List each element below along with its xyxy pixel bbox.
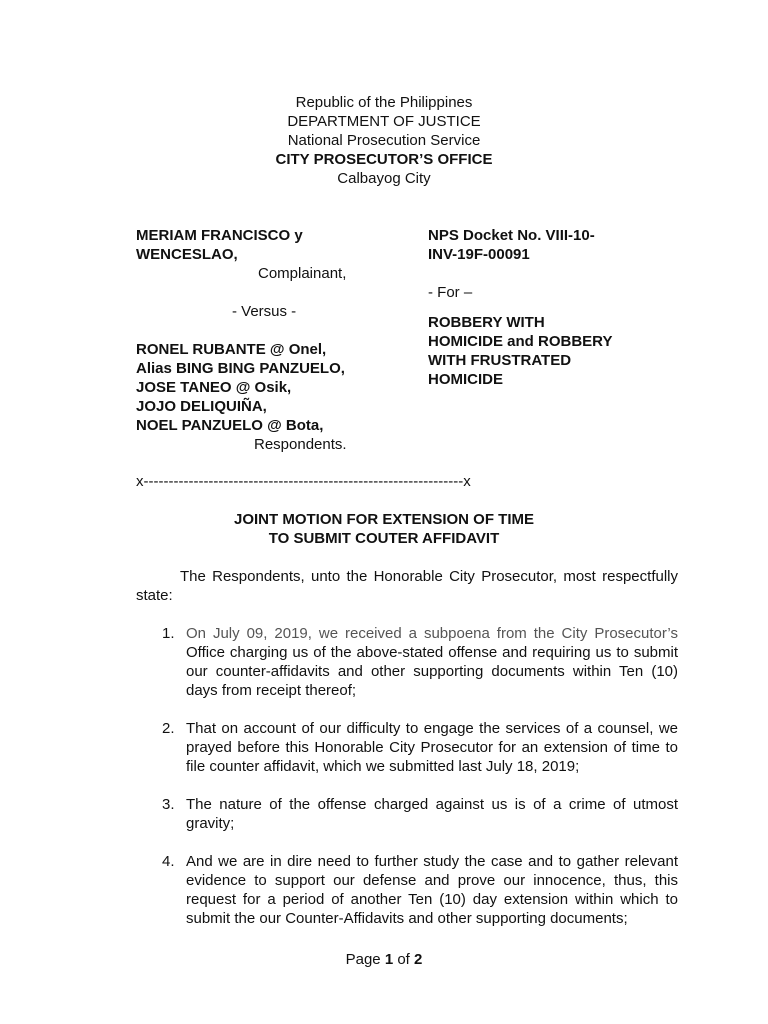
- respondents-label: Respondents.: [254, 436, 347, 453]
- motion-title-line-1: JOINT MOTION FOR EXTENSION OF TIME: [233, 511, 534, 528]
- list-item-number: 2.: [162, 720, 175, 737]
- list-item-text: That on account of our difficulty to engage the services of a counsel, we prayed before this Honorable City Prosecutor for an extension of time to file counter affidavit, which we submitted last July 18, 2019;: [186, 720, 678, 775]
- respondent-name: NOEL PANZUELO @ Bota,: [136, 417, 324, 434]
- page-total: 2: [414, 951, 423, 968]
- numbered-list: [136, 624, 678, 928]
- docket-number-line-1: NPS Docket No. VIII-10-: [428, 227, 595, 244]
- respondent-name: JOJO DELIQUIÑA,: [136, 398, 267, 415]
- docket-number-line-2: INV-19F-00091: [428, 246, 530, 263]
- of-word: of: [397, 951, 410, 968]
- charge-line: HOMICIDE: [428, 371, 503, 388]
- list-item-lead: On July 09, 2019, we received a subpoena from the City Prosecutor’s: [186, 625, 678, 642]
- list-item-number: 3.: [162, 796, 175, 813]
- list-item-number: 4.: [162, 853, 175, 870]
- motion-title-line-2: TO SUBMIT COUTER AFFIDAVIT: [268, 530, 500, 547]
- respondent-name: JOSE TANEO @ Osik,: [136, 379, 292, 396]
- caption-separator: x----------------------------------------------------------------x: [136, 473, 471, 490]
- letterhead: [0, 93, 768, 188]
- complainant-label: Complainant,: [258, 265, 347, 282]
- charge-line: ROBBERY WITH: [428, 314, 545, 331]
- case-caption-docket: [428, 226, 658, 389]
- page-current: 1: [384, 951, 394, 968]
- list-item-text: The nature of the offense charged against us is of a crime of utmost gravity;: [186, 796, 678, 832]
- versus-label: - Versus -: [232, 303, 297, 320]
- motion-title: [0, 510, 768, 548]
- list-item: [136, 719, 678, 776]
- complainant-name-line-1: MERIAM FRANCISCO y: [136, 227, 303, 244]
- charge-line: HOMICIDE and ROBBERY: [428, 333, 613, 350]
- letterhead-city: Calbayog City: [337, 170, 431, 187]
- complainant-name-line-2: WENCESLAO,: [136, 246, 238, 263]
- page-footer: [0, 950, 768, 969]
- list-item-number: 1.: [162, 625, 175, 642]
- list-item: [136, 795, 678, 833]
- respondent-name: Alias BING BING PANZUELO,: [136, 360, 345, 377]
- list-item-text: And we are in dire need to further study the case and to gather relevant evidence to support our defense and prove our innocence, thus, this request for a period of another Ten (10) day extension within which to submit the our Counter-Affidavits and other supporting documents;: [186, 853, 678, 927]
- letterhead-department: DEPARTMENT OF JUSTICE: [287, 113, 481, 130]
- for-label: - For –: [428, 284, 473, 301]
- charge-line: WITH FRUSTRATED: [428, 352, 572, 369]
- letterhead-office: CITY PROSECUTOR’S OFFICE: [275, 151, 493, 168]
- letterhead-country: Republic of the Philippines: [295, 94, 473, 111]
- list-item-text: Office charging us of the above-stated offense and requiring us to submit our counter-affidavits and other supporting documents within Ten (10) days from receipt thereof;: [186, 644, 678, 699]
- list-item: [136, 624, 678, 700]
- intro-text: The Respondents, unto the Honorable City Prosecutor, most respectfully state:: [136, 568, 678, 604]
- list-item: [136, 852, 678, 928]
- letterhead-service: National Prosecution Service: [287, 132, 481, 149]
- respondent-name: RONEL RUBANTE @ Onel,: [136, 341, 327, 358]
- page-word: Page: [345, 951, 381, 968]
- intro-paragraph: [136, 567, 678, 605]
- case-caption-parties: [136, 226, 396, 454]
